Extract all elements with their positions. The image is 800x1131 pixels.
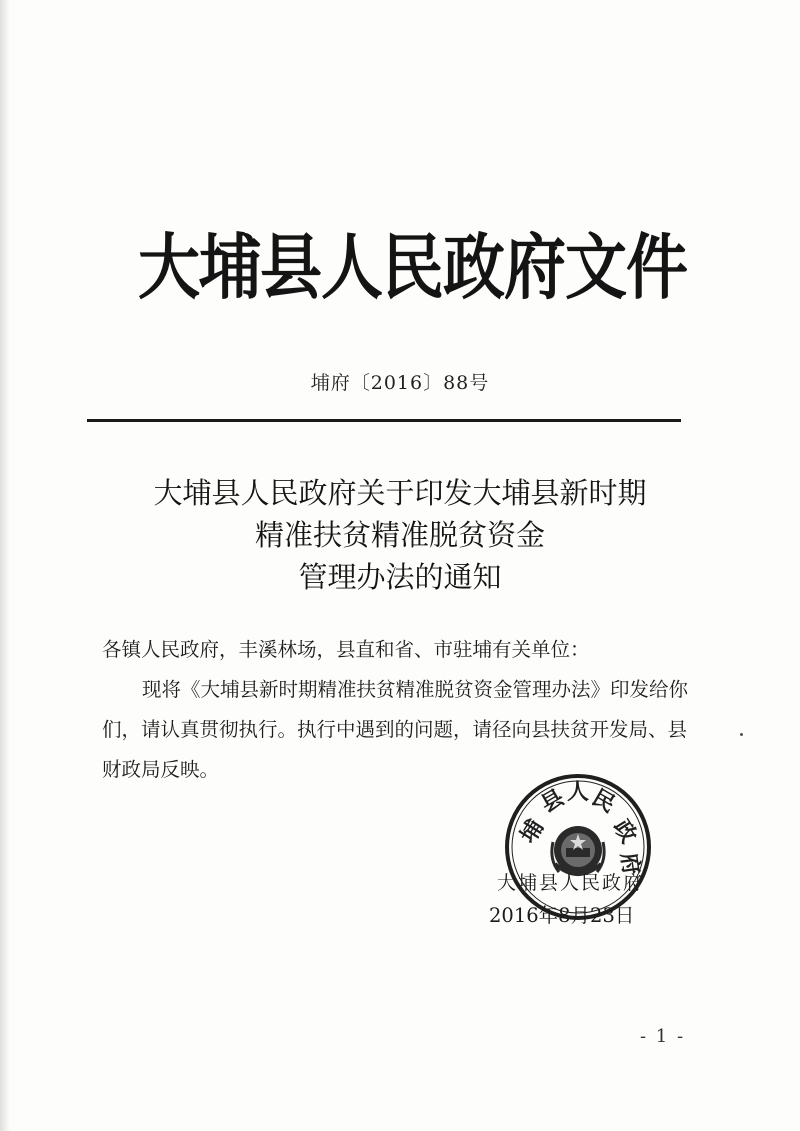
svg-text:县: 县 [536,785,569,818]
signature-block [483,772,683,942]
page-number: - 1 - [640,1026,686,1047]
svg-text:民: 民 [587,785,620,818]
header-divider [87,419,681,422]
notice-title-line-3: 管理办法的通知 [298,560,502,594]
issue-date: 2016年8月23日 [489,904,635,927]
notice-title-line-2: 精准扶贫精准脱贫资金 [254,518,545,552]
svg-text:政: 政 [607,815,641,848]
body-paragraph: 现将《大埔县新时期精准扶贫精准脱贫资金管理办法》印发给你们，请认真贯彻执行。执行中遇到的问题，请径向县扶贫开发局、县财政局反映。 [102,678,689,781]
document-number: 埔府〔2016〕88号 [310,372,490,394]
document-header-title: 大埔县人民政府文件 [138,225,688,310]
svg-text:府: 府 [615,851,644,877]
scan-speck [740,733,743,736]
addressee-line: 各镇人民政府，丰溪林场，县直和省、市驻埔有关单位： [102,638,590,661]
svg-text:人: 人 [566,780,590,805]
notice-title [0,472,800,598]
svg-text:埔: 埔 [516,815,550,848]
issuer-name: 大埔县人民政府 [497,872,645,894]
notice-title-line-1: 大埔县人民政府关于印发大埔县新时期 [153,476,647,510]
notice-body [102,630,702,790]
